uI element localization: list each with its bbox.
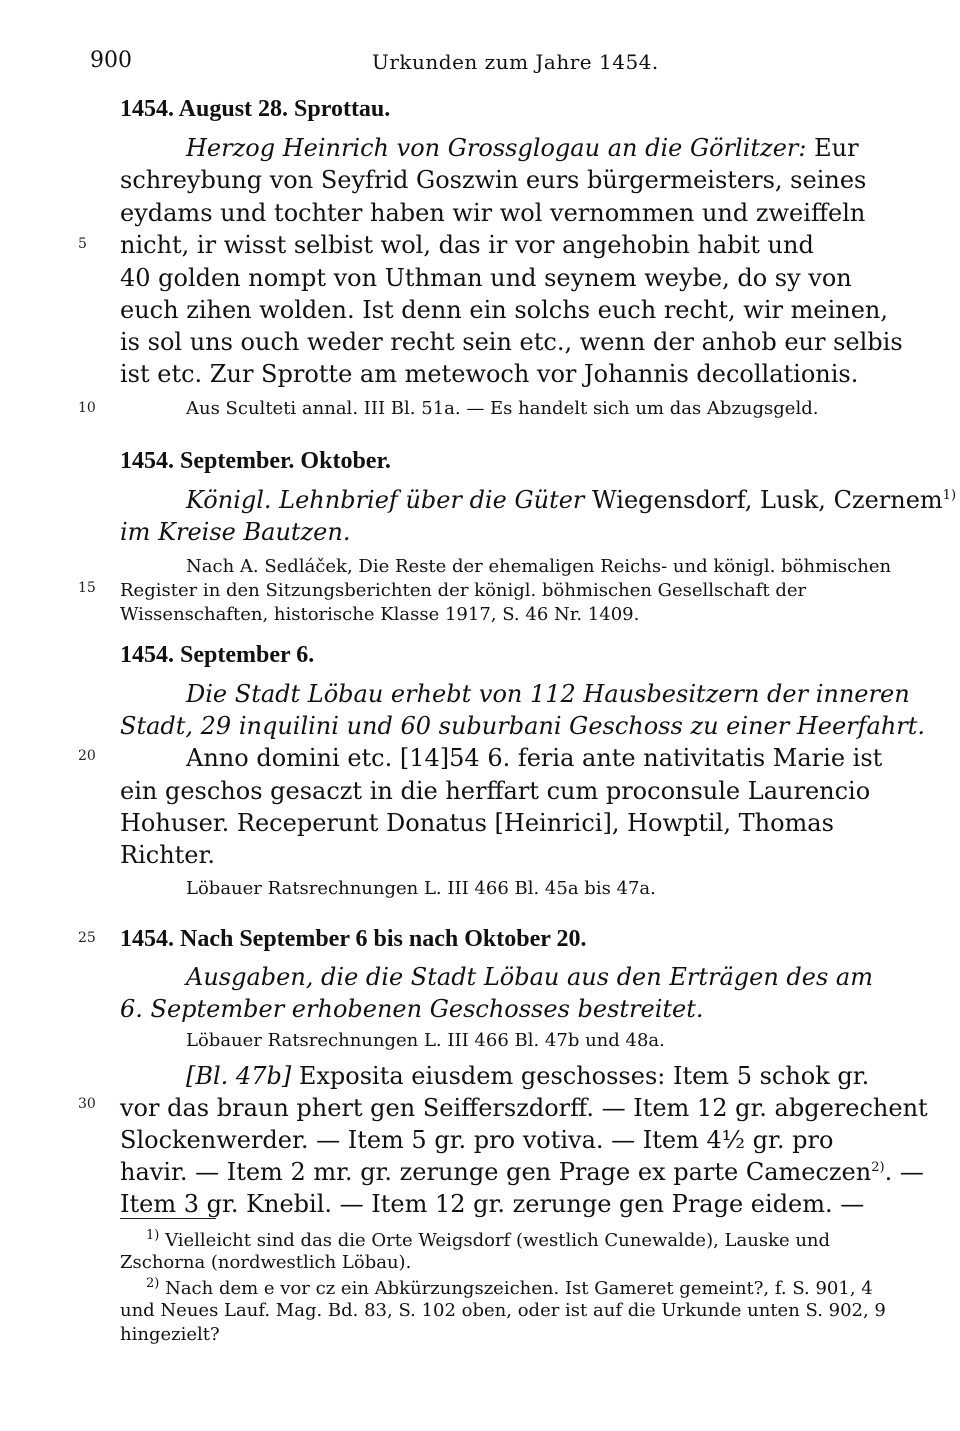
italic-summary: Die Stadt Löbau erhebt von 112 Hausbesitzern der inneren — [186, 680, 910, 708]
source-note: Löbauer Ratsrechnungen L. III 466 Bl. 47b und 48a. — [186, 1030, 665, 1051]
entry-heading: 1454. August 28. Sprottau. — [120, 96, 391, 122]
entry-heading: 1454. September. Oktober. — [120, 448, 391, 474]
footnote — [146, 1228, 830, 1251]
footnote-text: Nach dem e vor cz ein Abkürzungszeichen. Ist Gameret gemeint?, f. S. 901, 4 — [165, 1278, 873, 1299]
italic-summary: Stadt, 29 inquilini und 60 suburbani Geschoss zu einer Heerfahrt. — [120, 712, 926, 740]
source-note: Nach A. Sedláček, Die Reste der ehemaligen Reichs- und königl. böhmischen — [186, 556, 892, 577]
text-line: schreybung von Seyfrid Goszwin eurs bürgermeisters, seines — [120, 166, 867, 194]
text-span: Exposita eiusdem geschosses: Item 5 schok gr. — [291, 1062, 870, 1090]
running-title: Urkunden zum Jahre 1454. — [372, 50, 659, 74]
text-line — [186, 134, 859, 162]
italic-summary: 6. September erhobenen Geschosses bestreitet. — [120, 995, 704, 1023]
line-number: 25 — [78, 930, 96, 946]
text-line: eydams und tochter haben wir wol vernommen und zweiffeln — [120, 199, 866, 227]
text-span: . — — [884, 1158, 924, 1186]
text-line — [120, 1158, 924, 1186]
footnote-divider — [120, 1218, 216, 1219]
footnote-mark: 2) — [146, 1276, 160, 1291]
line-number: 15 — [78, 580, 96, 596]
text-line: vor das braun phert gen Seifferszdorff. — Item 12 gr. abgerechent — [120, 1094, 928, 1122]
italic-summary: im Kreise Bautzen. — [120, 518, 351, 546]
text-line: Item 3 gr. Knebil. — Item 12 gr. zerunge gen Prage eidem. — — [120, 1190, 865, 1218]
footnote-ref: 2) — [871, 1160, 885, 1175]
line-number: 30 — [78, 1096, 96, 1112]
text-line: ein geschos gesaczt in die herffart cum proconsule Laurencio — [120, 777, 871, 805]
footnote — [146, 1276, 873, 1299]
line-number: 10 — [78, 400, 96, 416]
text-line: 40 golden nompt von Uthman und seynem weybe, do sy von — [120, 264, 852, 292]
text-line: ist etc. Zur Sprotte am metewoch vor Johannis decollationis. — [120, 360, 859, 388]
text-line: Anno domini etc. [14]54 6. feria ante nativitatis Marie ist — [186, 744, 883, 772]
text-line: Slockenwerder. — Item 5 gr. pro votiva. — Item 4½ gr. pro — [120, 1126, 834, 1154]
text-line: Hohuser. Receperunt Donatus [Heinrici], Howptil, Thomas — [120, 809, 834, 837]
text-line: nicht, ir wisst selbist wol, das ir vor angehobin habit und — [120, 231, 814, 259]
text-line — [186, 1062, 869, 1090]
text-line: euch zihen wolden. Ist denn ein solchs euch recht, wir meinen, — [120, 296, 888, 324]
footnote-ref: 1) — [942, 488, 957, 503]
text-span: Eur — [806, 134, 859, 162]
source-note: Wissenschaften, historische Klasse 1917, S. 46 Nr. 1409. — [120, 604, 640, 625]
footnote-text: und Neues Lauf. Mag. Bd. 83, S. 102 oben, oder ist auf die Urkunde unten S. 902, 9 — [120, 1300, 886, 1321]
footnote-text: hingezielt? — [120, 1324, 220, 1345]
source-note: Register in den Sitzungsberichten der königl. böhmischen Gesellschaft der — [120, 580, 807, 601]
text-span: Wiegensdorf, Lusk, Czernem — [584, 486, 943, 514]
text-line: Richter. — [120, 841, 215, 869]
text-line: is sol uns ouch weder recht sein etc., wenn der anhob eur selbis — [120, 328, 903, 356]
line-number: 5 — [78, 236, 87, 252]
source-note: Löbauer Ratsrechnungen L. III 466 Bl. 45a bis 47a. — [186, 878, 656, 899]
text-line — [186, 486, 956, 514]
footnote-mark: 1) — [146, 1228, 160, 1243]
italic-summary: Ausgaben, die die Stadt Löbau aus den Erträgen des am — [186, 963, 873, 991]
entry-heading: 1454. September 6. — [120, 642, 315, 668]
footnote-text: Zschorna (nordwestlich Löbau). — [120, 1252, 412, 1273]
italic-summary: Königl. Lehnbrief über die Güter — [186, 486, 585, 514]
text-span: havir. — Item 2 mr. gr. zerunge gen Prage ex parte Cameczen — [120, 1158, 872, 1186]
entry-heading: 1454. Nach September 6 bis nach Oktober 20. — [120, 926, 587, 952]
italic-summary: Herzog Heinrich von Grossglogau an die Görlitzer: — [186, 134, 807, 162]
page-number: 900 — [90, 48, 132, 73]
line-number: 20 — [78, 748, 96, 764]
footnote-text: Vielleicht sind das die Orte Weigsdorf (westlich Cunewalde), Lauske und — [165, 1230, 831, 1251]
folio-reference: [Bl. 47b] — [186, 1062, 292, 1090]
source-note: Aus Sculteti annal. III Bl. 51a. — Es handelt sich um das Abzugsgeld. — [186, 398, 819, 419]
